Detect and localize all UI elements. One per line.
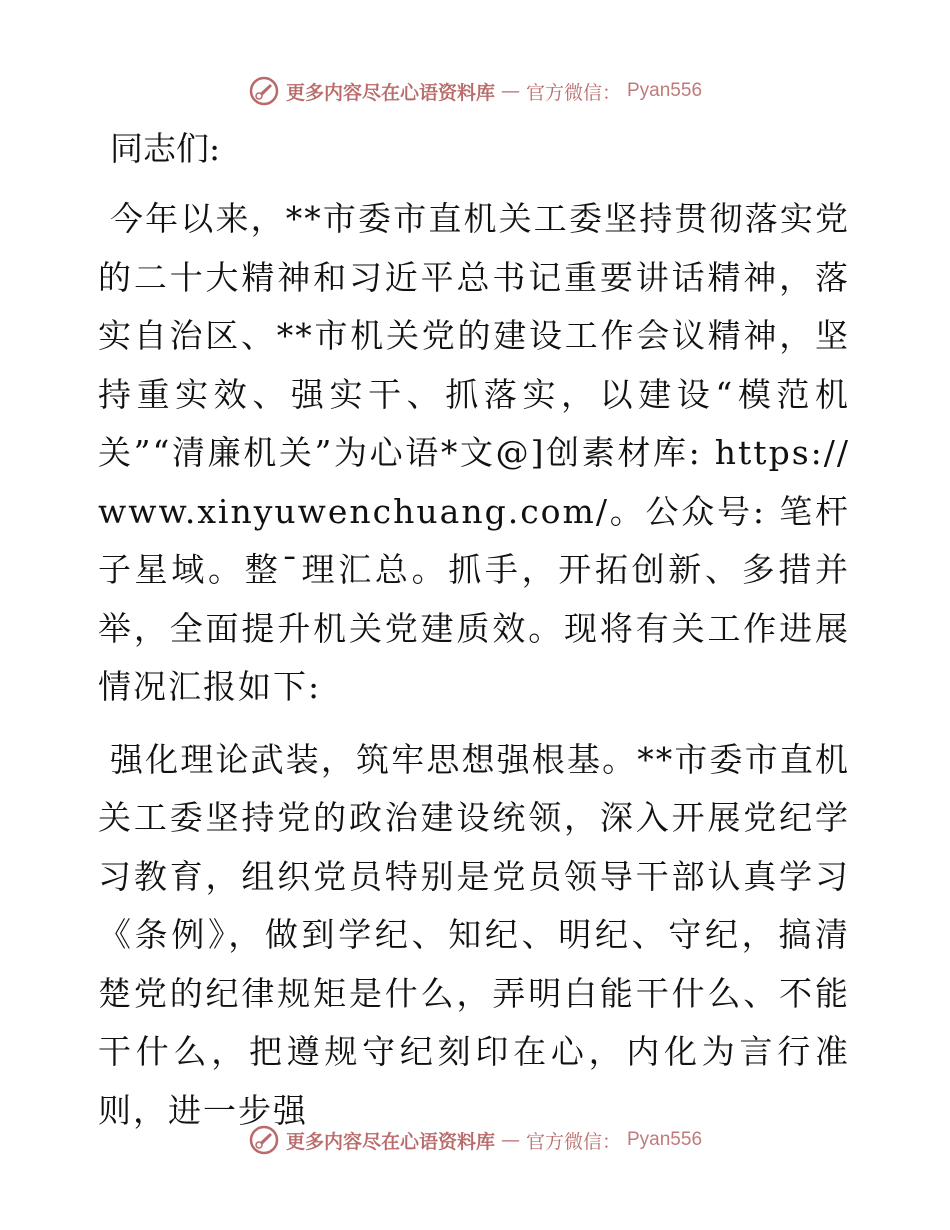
paragraph-1: 今年以来，**市委市直机关工委坚持贯彻落实党的二十大精神和习近平总书记重要讲话精神，落实自治区、**市机关党的建设工作会议精神，坚持重实效、强实干、抓落实，以建设“模范机关”“清廉机关”为心语*文@]创素材库: https://www.xinyuwenchuang.com/。公众号: 笔杆子星域。整¯理汇总。抓手，开拓创新、多措并举，全面提升机关党建质效。现将有关工作进展情况汇报如下: [98, 199, 850, 706]
footer-watermark-banner [0, 1120, 950, 1160]
banner-slogan: 更多内容尽在心语资料库 [285, 81, 495, 104]
banner-wechat-id: Pyan556 [627, 80, 703, 101]
paragraph-2: 强化理论武装，筑牢思想强根基。**市委市直机关工委坚持党的政治建设统领，深入开展党纪学习教育，组织党员特别是党员领导干部认真学习《条例》，做到学纪、知纪、明纪、守纪，搞清楚党的纪律规矩是什么，弄明白能干什么、不能干什么，把遵规守纪刻印在心，内化为言行准则，进一步强 [98, 739, 850, 1130]
salutation: 同志们: [110, 129, 221, 168]
document-body [98, 120, 850, 1140]
banner-wechat-label: 官方微信： [525, 1130, 621, 1153]
banner-wechat-label: 官方微信： [525, 81, 621, 104]
brand-logo-icon [248, 1124, 280, 1156]
banner-dash: — [500, 80, 520, 102]
banner-dash: — [500, 1129, 520, 1151]
banner-slogan: 更多内容尽在心语资料库 [285, 1130, 495, 1153]
brand-logo-icon [248, 75, 280, 107]
header-watermark-banner [0, 71, 950, 111]
banner-wechat-id: Pyan556 [627, 1129, 703, 1150]
